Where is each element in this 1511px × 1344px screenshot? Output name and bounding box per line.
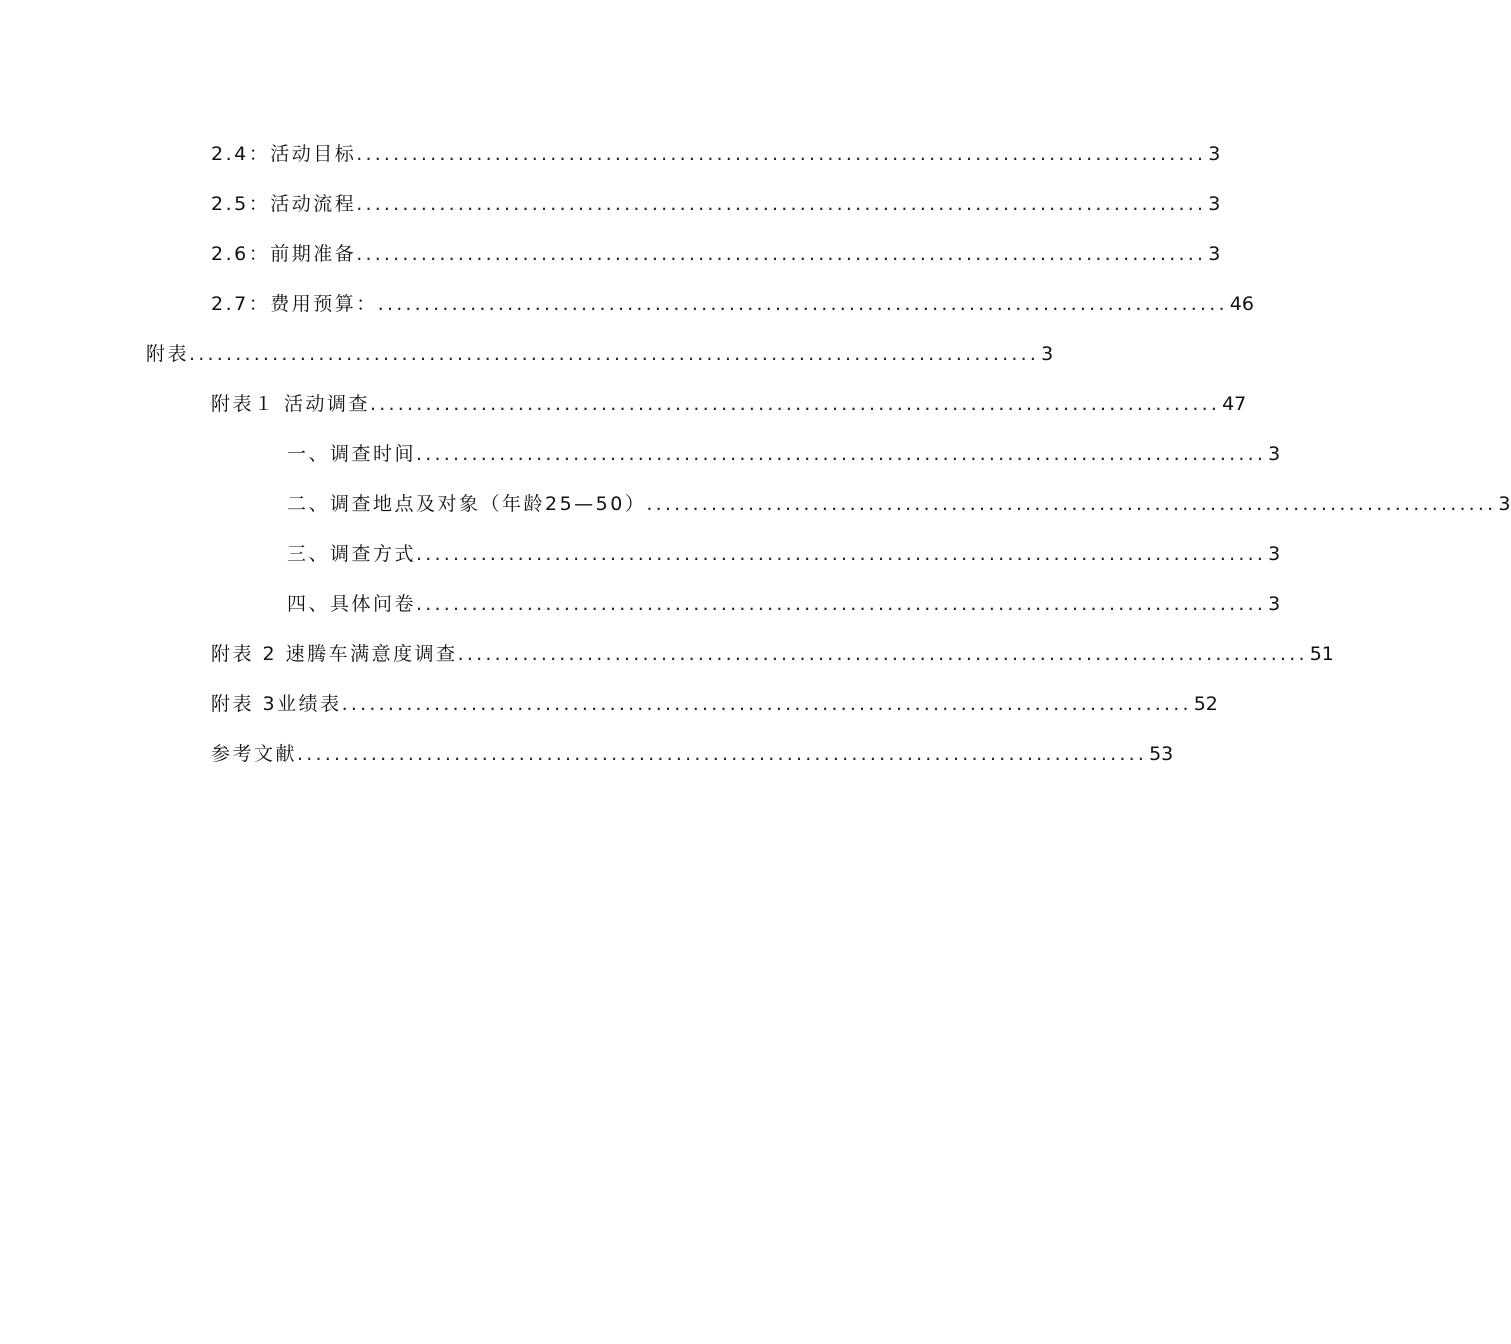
toc-entry-title: 2.5：活动流程 [211, 193, 357, 215]
toc-entry-title: 一、调查时间 [287, 443, 417, 465]
toc-entry-title: 三、调查方式 [287, 543, 417, 565]
toc-entry-title: 2.4：活动目标 [211, 143, 357, 165]
toc-entry-appendix-2[interactable] [211, 636, 1334, 666]
toc-page-number: 3 [1268, 443, 1281, 465]
toc-entry-title: 四、具体问卷 [287, 593, 417, 615]
toc-entry-survey-time[interactable] [287, 436, 1281, 466]
toc-entry-title: 2.7：费用预算： [211, 293, 378, 315]
dot-leader: ............................................................................................ [457, 643, 1308, 665]
dot-leader: ............................................................................................ [416, 543, 1267, 565]
toc-page-number: 53 [1149, 743, 1174, 765]
toc-entry-survey-method[interactable] [287, 536, 1281, 566]
toc-entry-title: 附表 3业绩表 [211, 693, 342, 715]
dot-leader: ............................................................................................ [646, 493, 1497, 515]
dot-leader: ............................................................................................ [416, 443, 1267, 465]
toc-entry-title: 附表１ 活动调查 [211, 393, 371, 415]
toc-page-number: 46 [1229, 293, 1254, 315]
toc-page-number: 47 [1222, 393, 1247, 415]
toc-entry-references[interactable] [211, 736, 1174, 766]
toc-entry-activity-goals[interactable] [211, 136, 1221, 166]
toc-page-number: 3 [1498, 493, 1511, 515]
dot-leader: ............................................................................................ [341, 693, 1192, 715]
toc-page-number: 3 [1268, 543, 1281, 565]
toc-entry-title: 2.6：前期准备 [211, 243, 357, 265]
toc-entry-preparation[interactable] [211, 236, 1221, 266]
toc-entry-appendix-1[interactable] [211, 386, 1247, 416]
dot-leader: ............................................................................................ [370, 393, 1221, 415]
toc-entry-title: 附表 2 速腾车满意度调查 [211, 643, 458, 665]
toc-entry-title: 附表 [146, 343, 190, 365]
toc-page-number: 3 [1268, 593, 1281, 615]
dot-leader: ............................................................................................ [356, 243, 1207, 265]
toc-page-number: 51 [1309, 643, 1334, 665]
toc-page-number: 3 [1208, 243, 1221, 265]
dot-leader: ............................................................................................ [297, 743, 1148, 765]
toc-entry-questionnaire[interactable] [287, 586, 1281, 616]
toc-page-number: 3 [1208, 143, 1221, 165]
toc-entry-appendix-3[interactable] [211, 686, 1218, 716]
toc-entry-title: 参考文献 [211, 743, 298, 765]
toc-page-number: 3 [1208, 193, 1221, 215]
dot-leader: ............................................................................................ [189, 343, 1040, 365]
toc-page-number: 3 [1041, 343, 1054, 365]
toc-entry-appendix[interactable] [146, 336, 1054, 366]
dot-leader: ............................................................................................ [356, 193, 1207, 215]
toc-entry-survey-location[interactable] [287, 486, 1511, 516]
dot-leader: ............................................................................................ [377, 293, 1228, 315]
toc-entry-budget[interactable] [211, 286, 1254, 316]
toc-entry-activity-process[interactable] [211, 186, 1221, 216]
toc-entry-title: 二、调查地点及对象（年龄25—50） [287, 493, 647, 515]
dot-leader: ............................................................................................ [356, 143, 1207, 165]
dot-leader: ............................................................................................ [416, 593, 1267, 615]
toc-page-number: 52 [1193, 693, 1218, 715]
